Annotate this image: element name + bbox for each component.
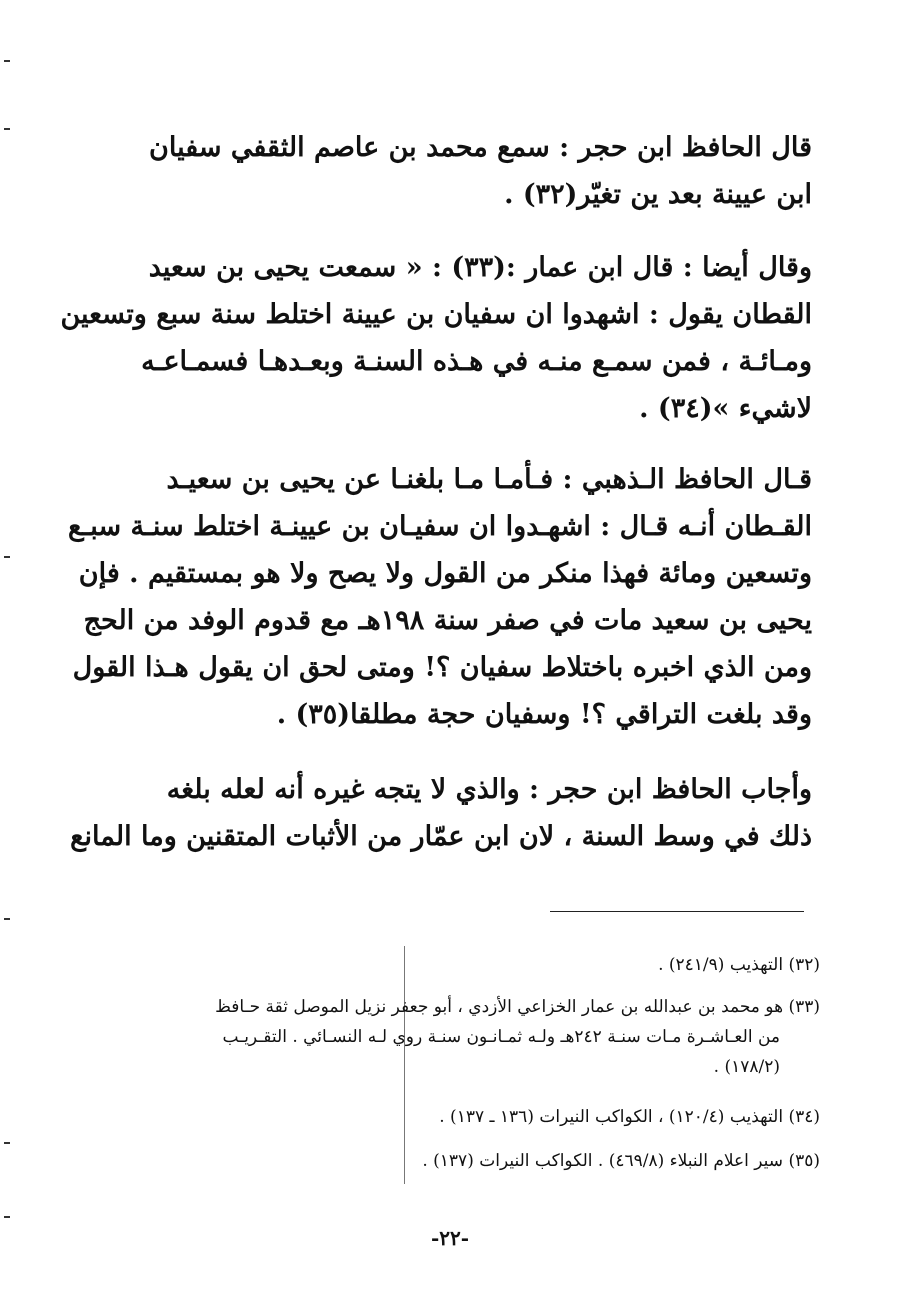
- margin-mark: [4, 918, 10, 920]
- footnote-line: (٣٢) التهذيب (٢٤١/٩) .: [658, 955, 820, 975]
- footnote-line: (٣٣) هو محمد بن عبدالله بن عمار الخزاعي الأزدي ، أبو جعفر نزيل الموصل ثقة حـافظ: [215, 997, 820, 1017]
- footnote-separator: [550, 911, 804, 912]
- margin-mark: [4, 60, 10, 62]
- text-line: وقال أيضا : قال ابن عمار :(٣٣) : « سمعت يحيى بن سعيد: [148, 252, 812, 283]
- text-line: ابن عيينة بعد ين تغيّر(٣٢) .: [504, 179, 812, 210]
- footnote-line: من العـاشـرة مـات سنـة ٢٤٢هـ ولـه ثمـانـون سنـة روي لـه النسـائي . التقـريـب: [222, 1027, 780, 1047]
- margin-mark: [4, 1142, 10, 1144]
- text-line: لاشيء »(٣٤) .: [639, 393, 812, 424]
- text-line: ومن الذي اخبره باختلاط سفيان ؟! ومتى لحق ان يقول هـذا القول: [72, 652, 812, 683]
- footnote-line: (١٧٨/٢) .: [713, 1057, 780, 1077]
- paragraph-2: [60, 244, 812, 432]
- footnote-line: (٣٥) سير اعلام النبلاء (٤٦٩/٨) . الكواكب النيرات (١٣٧) .: [422, 1151, 820, 1171]
- text-line: القـطان أنـه قـال : اشهـدوا ان سفيـان بن عيينـة اختلط سنـة سبـع: [68, 511, 812, 542]
- footnote-32: [120, 950, 820, 980]
- margin-mark: [4, 1216, 10, 1218]
- text-line: قـال الحافظ الـذهبي : فـأمـا مـا بلغنـا عن يحيى بن سعيـد: [166, 464, 812, 495]
- margin-mark: [4, 556, 10, 558]
- paragraph-1: [112, 124, 812, 218]
- paragraph-3: [68, 456, 812, 738]
- footnote-35: [120, 1146, 820, 1176]
- footnote-34: [120, 1102, 820, 1132]
- footnote-33: [120, 992, 820, 1082]
- text-line: ذلك في وسط السنة ، لان ابن عمّار من الأثبات المتقنين وما المانع: [70, 821, 812, 852]
- text-line: قال الحافظ ابن حجر : سمع محمد بن عاصم الثقفي سفيان: [149, 132, 812, 163]
- page-number: -٢٢-: [430, 1226, 470, 1250]
- text-line: وأجاب الحافظ ابن حجر : والذي لا يتجه غيره أنه لعله بلغه: [166, 774, 812, 805]
- margin-mark: [4, 128, 10, 130]
- text-line: يحيى بن سعيد مات في صفر سنة ١٩٨هـ مع قدوم الوفد من الحج: [83, 605, 812, 636]
- text-line: وتسعين ومائة فهذا منكر من القول ولا يصح ولا هو بمستقيم . فإن: [78, 558, 812, 589]
- text-line: وقد بلغت التراقي ؟! وسفيان حجة مطلقا(٣٥) .: [276, 699, 812, 730]
- paragraph-4: [70, 766, 812, 860]
- text-line: ومـائـة ، فمن سمـع منـه في هـذه السنـة وبعـدهـا فسمـاعـه: [141, 346, 812, 377]
- text-line: القطان يقول : اشهدوا ان سفيان بن عيينة اختلط سنة سبع وتسعين: [60, 299, 812, 330]
- footnote-line: (٣٤) التهذيب (١٢٠/٤) ، الكواكب النيرات (١٣٦ ـ ١٣٧) .: [439, 1107, 820, 1127]
